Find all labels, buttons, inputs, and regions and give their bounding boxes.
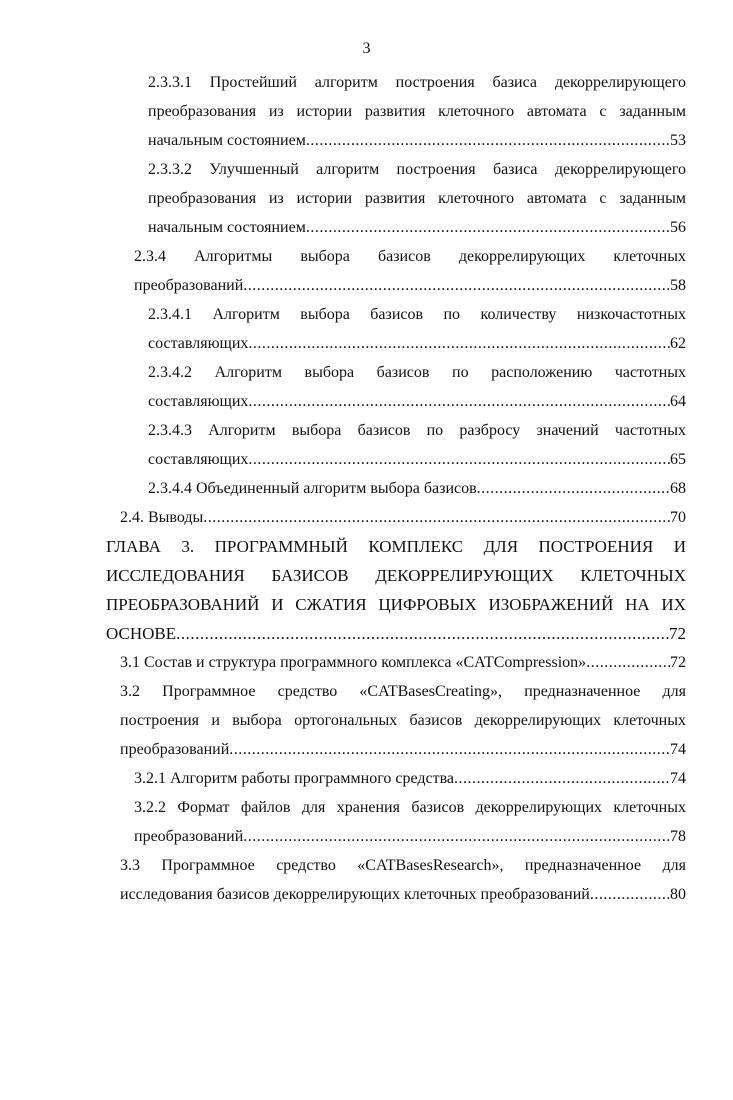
toc-page-number: 78 — [670, 828, 686, 845]
toc-entry-3-2 — [120, 677, 686, 764]
toc-entry-line: ГЛАВА 3. ПРОГРАММНЫЙ КОМПЛЕКС ДЛЯ ПОСТРОЕНИЯ И — [106, 537, 686, 556]
toc-entry-line: 2.3.4.3 Алгоритм выбора базисов по разбросу значений частотных — [148, 422, 686, 439]
toc-page-number: 64 — [670, 393, 686, 410]
toc-entry-last-line — [148, 387, 686, 416]
toc-entry-3-2-2 — [134, 793, 686, 851]
dot-leader — [454, 764, 670, 793]
page-number: 3 — [362, 40, 371, 57]
toc-entry-title: 2.4. Выводы — [120, 509, 204, 526]
toc-entry-last-line — [148, 474, 686, 503]
toc-entry-last-line — [120, 503, 686, 532]
toc-entry-title: 2.3.4.4 Объединенный алгоритм выбора базисов — [148, 480, 477, 497]
dot-leader — [477, 474, 670, 503]
toc-entry-2-3-4-4 — [148, 474, 686, 503]
toc-entry-last-line — [120, 648, 686, 677]
toc-page-number: 58 — [670, 277, 686, 294]
toc-entry-line: 2.3.4 Алгоритмы выбора базисов декоррелирующих клеточных — [134, 248, 686, 265]
toc-entry-3-2-1 — [134, 764, 686, 793]
dot-leader — [306, 213, 670, 242]
toc-entry-chapter3 — [106, 532, 686, 648]
toc-entry-3-1 — [120, 648, 686, 677]
toc-entry-last-line — [120, 880, 686, 909]
toc-entry-title: 3.2.1 Алгоритм работы программного средства — [134, 770, 455, 787]
dot-leader — [586, 648, 670, 677]
toc-entry-title: начальным состоянием — [148, 132, 306, 149]
toc-entry-line: 2.3.4.2 Алгоритм выбора базисов по расположению частотных — [148, 364, 686, 381]
toc-entry-last-line — [120, 735, 686, 764]
toc-entry-2-3-4-2 — [148, 358, 686, 416]
dot-leader — [248, 329, 670, 358]
toc-entry-line: преобразования из истории развития клеточного автомата с заданным — [148, 103, 686, 120]
toc-entry-2-3-4-1 — [148, 300, 686, 358]
toc-entry-title: преобразований — [134, 277, 244, 294]
toc-entry-line: построения и выбора ортогональных базисов декоррелирующих клеточных — [120, 712, 686, 729]
dot-leader — [248, 445, 670, 474]
dot-leader — [229, 735, 670, 764]
toc-entry-2-3-4-3 — [148, 416, 686, 474]
dot-leader — [243, 822, 670, 851]
toc-entry-last-line — [134, 271, 686, 300]
toc-entry-last-line — [148, 213, 686, 242]
toc-entry-title: составляющих — [148, 393, 249, 410]
toc-entry-title: 3.1 Состав и структура программного комплекса «CATCompression» — [120, 654, 587, 671]
dot-leader — [243, 271, 670, 300]
toc-entry-title: исследования базисов декоррелирующих клеточных преобразований — [120, 886, 590, 903]
toc-page-number: 62 — [670, 335, 686, 352]
toc-entry-3-3 — [120, 851, 686, 909]
toc-entry-last-line — [148, 329, 686, 358]
toc-page-number: 74 — [670, 770, 686, 787]
toc-entry-line: 3.2.2 Формат файлов для хранения базисов декоррелирующих клеточных — [134, 799, 686, 816]
toc-page-number: 53 — [670, 132, 686, 149]
toc-entry-title: преобразований — [120, 741, 230, 758]
toc-entry-line: ПРЕОБРАЗОВАНИЙ И СЖАТИЯ ЦИФРОВЫХ ИЗОБРАЖЕНИЙ НА ИХ — [106, 595, 686, 614]
dot-leader — [203, 503, 670, 532]
toc-entry-title: составляющих — [148, 335, 249, 352]
dot-leader — [176, 619, 669, 648]
toc-entry-title: составляющих — [148, 451, 249, 468]
toc-entry-title: начальным состоянием — [148, 219, 306, 236]
dot-leader — [248, 387, 670, 416]
toc-entry-last-line — [106, 619, 686, 648]
toc-entry-line: 2.3.3.2 Улучшенный алгоритм построения базиса декоррелирующего — [148, 161, 686, 178]
toc-entry-line: 3.3 Программное средство «CATBasesResearch», предназначенное для — [120, 857, 686, 874]
toc-entry-title: ОСНОВЕ — [106, 624, 177, 643]
toc-page-number: 68 — [670, 480, 686, 497]
toc-entry-line: 2.3.4.1 Алгоритм выбора базисов по количеству низкочастотных — [148, 306, 686, 323]
toc-page-number: 72 — [670, 654, 686, 671]
toc-page-number: 65 — [670, 451, 686, 468]
dot-leader — [590, 880, 670, 909]
toc-page-number: 74 — [670, 741, 686, 758]
toc-entry-2-3-4 — [134, 242, 686, 300]
toc-entry-last-line — [134, 822, 686, 851]
toc-entry-last-line — [148, 126, 686, 155]
toc-entry-2-3-3-1 — [148, 68, 686, 155]
toc-page-number: 56 — [670, 219, 686, 236]
toc-entry-2-4 — [120, 503, 686, 532]
toc-entry-line: 3.2 Программное средство «CATBasesCreating», предназначенное для — [120, 683, 686, 700]
toc-page-number: 80 — [670, 886, 686, 903]
toc-page-number: 70 — [670, 509, 686, 526]
toc-page-number: 72 — [669, 624, 686, 643]
toc-entry-last-line — [148, 445, 686, 474]
toc-entry-2-3-3-2 — [148, 155, 686, 242]
toc-entry-title: преобразований — [134, 828, 244, 845]
toc-entry-last-line — [134, 764, 686, 793]
toc-entry-line: 2.3.3.1 Простейший алгоритм построения базиса декоррелирующего — [148, 74, 686, 91]
toc-entry-line: преобразования из истории развития клеточного автомата с заданным — [148, 190, 686, 207]
toc-entry-line: ИССЛЕДОВАНИЯ БАЗИСОВ ДЕКОРРЕЛИРУЮЩИХ КЛЕТОЧНЫХ — [106, 566, 686, 585]
dot-leader — [306, 126, 670, 155]
